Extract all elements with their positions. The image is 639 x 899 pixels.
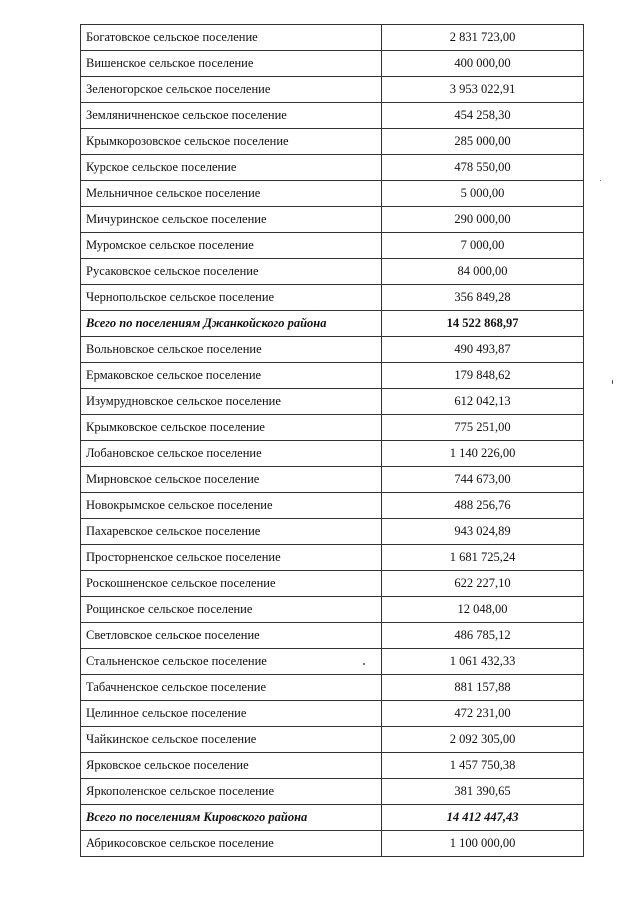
amount-cell: 179 848,62 xyxy=(382,363,584,389)
amount-cell: 881 157,88 xyxy=(382,675,584,701)
amount-cell: 612 042,13 xyxy=(382,389,584,415)
scan-speck xyxy=(363,663,365,665)
settlement-budget-table xyxy=(80,24,584,857)
settlement-name-cell: Мирновское сельское поселение xyxy=(81,467,382,493)
table-row xyxy=(81,441,584,467)
table-row xyxy=(81,389,584,415)
settlement-name-cell: Абрикосовское сельское поселение xyxy=(81,831,382,857)
table-row xyxy=(81,753,584,779)
table-row xyxy=(81,337,584,363)
amount-cell: 1 140 226,00 xyxy=(382,441,584,467)
table-row xyxy=(81,623,584,649)
amount-cell: 356 849,28 xyxy=(382,285,584,311)
amount-cell: 381 390,65 xyxy=(382,779,584,805)
settlement-name-cell: Стальненское сельское поселение xyxy=(81,649,382,675)
settlement-name-cell: Русаковское сельское поселение xyxy=(81,259,382,285)
amount-cell: 1 457 750,38 xyxy=(382,753,584,779)
table-row xyxy=(81,779,584,805)
amount-cell: 472 231,00 xyxy=(382,701,584,727)
table-row xyxy=(81,285,584,311)
amount-cell: 2 092 305,00 xyxy=(382,727,584,753)
amount-cell: 486 785,12 xyxy=(382,623,584,649)
table-row xyxy=(81,571,584,597)
table-row xyxy=(81,155,584,181)
settlement-name-cell: Рощинское сельское поселение xyxy=(81,597,382,623)
settlement-name-cell: Изумрудновское сельское поселение xyxy=(81,389,382,415)
amount-cell: 490 493,87 xyxy=(382,337,584,363)
amount-cell: 7 000,00 xyxy=(382,233,584,259)
table-total-row xyxy=(81,805,584,831)
table-row xyxy=(81,51,584,77)
amount-cell: 3 953 022,91 xyxy=(382,77,584,103)
amount-cell: 943 024,89 xyxy=(382,519,584,545)
scan-speck xyxy=(600,180,601,181)
settlement-name-cell: Роскошненское сельское поселение xyxy=(81,571,382,597)
amount-cell: 12 048,00 xyxy=(382,597,584,623)
amount-cell: 285 000,00 xyxy=(382,129,584,155)
settlement-name-cell: Новокрымское сельское поселение xyxy=(81,493,382,519)
table-row xyxy=(81,597,584,623)
settlement-name-cell: Крымкорозовское сельское поселение xyxy=(81,129,382,155)
table-row xyxy=(81,493,584,519)
settlement-name-cell: Чернопольское сельское поселение xyxy=(81,285,382,311)
table-row xyxy=(81,363,584,389)
settlement-name-cell: Мичуринское сельское поселение xyxy=(81,207,382,233)
table-row xyxy=(81,467,584,493)
table-row xyxy=(81,519,584,545)
settlement-name-cell: Ермаковское сельское поселение xyxy=(81,363,382,389)
settlement-name-cell: Вольновское сельское поселение xyxy=(81,337,382,363)
settlement-name-cell: Ярковское сельское поселение xyxy=(81,753,382,779)
settlement-name-cell: Муромское сельское поселение xyxy=(81,233,382,259)
table-row xyxy=(81,129,584,155)
total-amount-cell: 14 522 868,97 xyxy=(382,311,584,337)
amount-cell: 290 000,00 xyxy=(382,207,584,233)
amount-cell: 1 061 432,33 xyxy=(382,649,584,675)
total-label-cell: Всего по поселениям Кировского района xyxy=(81,805,382,831)
amount-cell: 775 251,00 xyxy=(382,415,584,441)
table-total-row xyxy=(81,311,584,337)
settlement-name-cell: Зеленогорское сельское поселение xyxy=(81,77,382,103)
amount-cell: 454 258,30 xyxy=(382,103,584,129)
settlement-name-cell: Курское сельское поселение xyxy=(81,155,382,181)
table-row xyxy=(81,415,584,441)
amount-cell: 488 256,76 xyxy=(382,493,584,519)
settlement-name-cell: Вишенское сельское поселение xyxy=(81,51,382,77)
total-label-cell: Всего по поселениям Джанкойского района xyxy=(81,311,382,337)
amount-cell: 622 227,10 xyxy=(382,571,584,597)
table-row xyxy=(81,259,584,285)
scan-speck xyxy=(318,310,319,311)
scan-speck xyxy=(612,380,613,384)
amount-cell: 400 000,00 xyxy=(382,51,584,77)
settlement-name-cell: Пахаревское сельское поселение xyxy=(81,519,382,545)
amount-cell: 478 550,00 xyxy=(382,155,584,181)
settlement-name-cell: Лобановское сельское поселение xyxy=(81,441,382,467)
table-row xyxy=(81,207,584,233)
settlement-name-cell: Яркополенское сельское поселение xyxy=(81,779,382,805)
table-row xyxy=(81,675,584,701)
table-row xyxy=(81,233,584,259)
total-amount-cell: 14 412 447,43 xyxy=(382,805,584,831)
amount-cell: 2 831 723,00 xyxy=(382,25,584,51)
table-row xyxy=(81,701,584,727)
table-row xyxy=(81,545,584,571)
settlement-name-cell: Табачненское сельское поселение xyxy=(81,675,382,701)
amount-cell: 1 100 000,00 xyxy=(382,831,584,857)
table-row xyxy=(81,831,584,857)
table-body xyxy=(81,25,584,857)
table-row xyxy=(81,649,584,675)
table-row xyxy=(81,103,584,129)
amount-cell: 744 673,00 xyxy=(382,467,584,493)
settlement-name-cell: Богатовское сельское поселение xyxy=(81,25,382,51)
table-row xyxy=(81,25,584,51)
table-row xyxy=(81,77,584,103)
settlement-name-cell: Земляничненское сельское поселение xyxy=(81,103,382,129)
table-row xyxy=(81,181,584,207)
settlement-name-cell: Просторненское сельское поселение xyxy=(81,545,382,571)
settlement-name-cell: Светловское сельское поселение xyxy=(81,623,382,649)
settlement-name-cell: Целинное сельское поселение xyxy=(81,701,382,727)
amount-cell: 1 681 725,24 xyxy=(382,545,584,571)
settlement-name-cell: Чайкинское сельское поселение xyxy=(81,727,382,753)
amount-cell: 5 000,00 xyxy=(382,181,584,207)
settlement-name-cell: Крымковское сельское поселение xyxy=(81,415,382,441)
table-row xyxy=(81,727,584,753)
settlement-name-cell: Мельничное сельское поселение xyxy=(81,181,382,207)
amount-cell: 84 000,00 xyxy=(382,259,584,285)
